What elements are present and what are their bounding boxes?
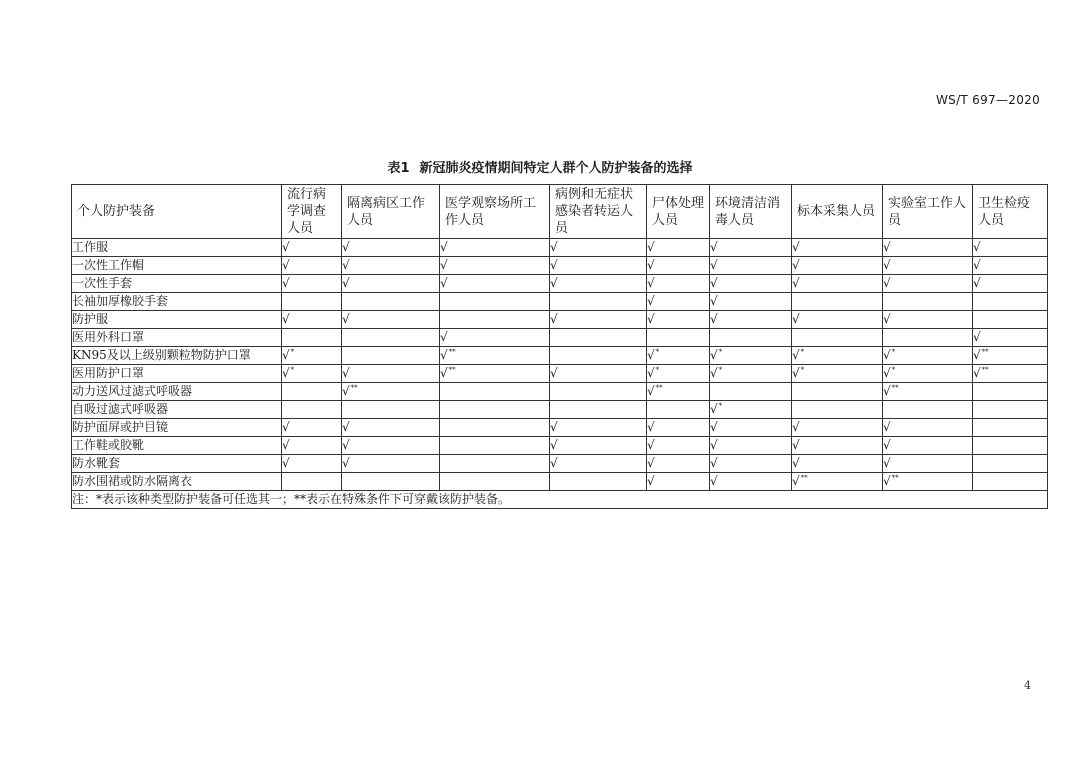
check-cell bbox=[282, 455, 342, 473]
check-cell bbox=[282, 419, 342, 437]
equipment-name-cell: 工作鞋或胶靴 bbox=[72, 437, 282, 455]
footnote-marker: * bbox=[800, 366, 805, 374]
check-cell bbox=[342, 239, 440, 257]
check-cell bbox=[647, 239, 710, 257]
check-cell bbox=[550, 473, 647, 491]
check-mark: √ bbox=[883, 240, 891, 254]
check-mark: √ bbox=[792, 456, 800, 470]
footnote-marker: ** bbox=[891, 474, 899, 482]
check-cell bbox=[792, 275, 883, 293]
check-cell bbox=[647, 455, 710, 473]
column-header: 医学观察场所工作人员 bbox=[440, 185, 550, 239]
table-row bbox=[72, 455, 1048, 473]
check-cell bbox=[883, 239, 973, 257]
check-cell bbox=[440, 329, 550, 347]
check-cell bbox=[440, 473, 550, 491]
check-cell bbox=[440, 383, 550, 401]
check-cell bbox=[282, 347, 342, 365]
check-mark: √ bbox=[973, 348, 981, 362]
check-cell bbox=[973, 293, 1048, 311]
table-row bbox=[72, 383, 1048, 401]
footnote-marker: ** bbox=[981, 366, 989, 374]
check-mark: √ bbox=[792, 366, 800, 380]
check-cell bbox=[792, 239, 883, 257]
check-mark: √ bbox=[792, 276, 800, 290]
check-mark: √ bbox=[647, 366, 655, 380]
check-mark: √ bbox=[550, 258, 558, 272]
column-header: 标本采集人员 bbox=[792, 185, 883, 239]
check-mark: √ bbox=[883, 366, 891, 380]
check-cell bbox=[550, 239, 647, 257]
check-mark: √ bbox=[440, 348, 448, 362]
check-cell bbox=[973, 419, 1048, 437]
check-cell bbox=[710, 347, 792, 365]
column-header: 卫生检疫人员 bbox=[973, 185, 1048, 239]
footnote-marker: * bbox=[290, 348, 295, 356]
check-cell bbox=[973, 275, 1048, 293]
check-cell bbox=[883, 383, 973, 401]
check-mark: √ bbox=[792, 240, 800, 254]
check-cell bbox=[792, 329, 883, 347]
check-cell bbox=[883, 329, 973, 347]
standard-code: WS/T 697—2020 bbox=[935, 93, 1040, 107]
check-cell bbox=[342, 473, 440, 491]
footnote-marker: * bbox=[800, 348, 805, 356]
footnote-marker: * bbox=[655, 348, 660, 356]
check-cell bbox=[710, 383, 792, 401]
check-cell bbox=[647, 293, 710, 311]
check-cell bbox=[647, 473, 710, 491]
check-mark: √ bbox=[440, 258, 448, 272]
footnote-marker: * bbox=[718, 366, 723, 374]
check-cell bbox=[710, 365, 792, 383]
check-mark: √ bbox=[647, 312, 655, 326]
equipment-name-cell: 医用防护口罩 bbox=[72, 365, 282, 383]
table-row bbox=[72, 275, 1048, 293]
check-mark: √ bbox=[883, 438, 891, 452]
check-mark: √ bbox=[883, 456, 891, 470]
check-mark: √ bbox=[883, 474, 891, 488]
equipment-name-cell: 防水围裙或防水隔离衣 bbox=[72, 473, 282, 491]
check-cell bbox=[647, 419, 710, 437]
check-mark: √ bbox=[342, 420, 350, 434]
check-cell bbox=[647, 347, 710, 365]
check-cell bbox=[550, 293, 647, 311]
check-cell bbox=[973, 437, 1048, 455]
check-cell bbox=[282, 311, 342, 329]
check-cell bbox=[342, 365, 440, 383]
table-row bbox=[72, 419, 1048, 437]
check-mark: √ bbox=[647, 258, 655, 272]
check-cell bbox=[440, 239, 550, 257]
check-cell bbox=[282, 383, 342, 401]
check-cell bbox=[342, 347, 440, 365]
check-cell bbox=[647, 329, 710, 347]
check-cell bbox=[973, 239, 1048, 257]
check-mark: √ bbox=[342, 240, 350, 254]
table-row bbox=[72, 347, 1048, 365]
footnote-marker: ** bbox=[981, 348, 989, 356]
table-number: 表1 bbox=[387, 161, 410, 176]
check-mark: √ bbox=[710, 474, 718, 488]
check-mark: √ bbox=[647, 348, 655, 362]
table-row bbox=[72, 437, 1048, 455]
footnote-marker: ** bbox=[655, 384, 663, 392]
check-cell bbox=[647, 401, 710, 419]
check-cell bbox=[282, 275, 342, 293]
check-mark: √ bbox=[792, 258, 800, 272]
check-mark: √ bbox=[282, 276, 290, 290]
check-cell bbox=[282, 239, 342, 257]
table-header-row bbox=[72, 185, 1048, 239]
check-cell bbox=[883, 455, 973, 473]
column-header: 尸体处理人员 bbox=[647, 185, 710, 239]
check-mark: √ bbox=[550, 420, 558, 434]
check-cell bbox=[973, 347, 1048, 365]
equipment-name-cell: 一次性工作帽 bbox=[72, 257, 282, 275]
check-cell bbox=[647, 383, 710, 401]
check-cell bbox=[792, 257, 883, 275]
footnote-marker: * bbox=[718, 348, 723, 356]
check-cell bbox=[792, 419, 883, 437]
check-cell bbox=[440, 419, 550, 437]
check-mark: √ bbox=[647, 420, 655, 434]
check-cell bbox=[792, 473, 883, 491]
check-mark: √ bbox=[883, 420, 891, 434]
check-mark: √ bbox=[710, 294, 718, 308]
check-mark: √ bbox=[792, 438, 800, 452]
check-cell bbox=[282, 329, 342, 347]
check-cell bbox=[550, 419, 647, 437]
footnote-marker: ** bbox=[800, 474, 808, 482]
check-mark: √ bbox=[710, 438, 718, 452]
check-cell bbox=[710, 257, 792, 275]
check-cell bbox=[710, 455, 792, 473]
check-cell bbox=[973, 257, 1048, 275]
check-cell bbox=[973, 365, 1048, 383]
check-cell bbox=[973, 311, 1048, 329]
footnote-marker: * bbox=[290, 366, 295, 374]
check-mark: √ bbox=[647, 438, 655, 452]
equipment-name-cell: 自吸过滤式呼吸器 bbox=[72, 401, 282, 419]
footnote-marker: ** bbox=[350, 384, 358, 392]
footnote-marker: * bbox=[891, 348, 896, 356]
table-row bbox=[72, 473, 1048, 491]
check-mark: √ bbox=[282, 420, 290, 434]
check-mark: √ bbox=[282, 366, 290, 380]
check-mark: √ bbox=[710, 276, 718, 290]
check-cell bbox=[973, 401, 1048, 419]
check-cell bbox=[792, 455, 883, 473]
equipment-name-cell: 工作服 bbox=[72, 239, 282, 257]
footnote-marker: ** bbox=[891, 384, 899, 392]
check-mark: √ bbox=[440, 240, 448, 254]
check-mark: √ bbox=[710, 420, 718, 434]
table-note: 注：*表示该种类型防护装备可任选其一；**表示在特殊条件下可穿戴该防护装备。 bbox=[72, 491, 1048, 509]
check-mark: √ bbox=[550, 456, 558, 470]
check-cell bbox=[440, 401, 550, 419]
check-mark: √ bbox=[647, 474, 655, 488]
check-mark: √ bbox=[342, 276, 350, 290]
check-mark: √ bbox=[342, 312, 350, 326]
check-cell bbox=[792, 383, 883, 401]
check-mark: √ bbox=[282, 258, 290, 272]
table-caption bbox=[0, 157, 1080, 176]
check-cell bbox=[710, 473, 792, 491]
check-cell bbox=[792, 365, 883, 383]
table-row bbox=[72, 329, 1048, 347]
check-mark: √ bbox=[440, 366, 448, 380]
table-row bbox=[72, 239, 1048, 257]
check-cell bbox=[883, 419, 973, 437]
check-mark: √ bbox=[710, 456, 718, 470]
page-number: 4 bbox=[1024, 679, 1031, 692]
check-cell bbox=[647, 437, 710, 455]
check-cell bbox=[883, 257, 973, 275]
check-cell bbox=[883, 401, 973, 419]
check-mark: √ bbox=[342, 438, 350, 452]
check-mark: √ bbox=[973, 258, 981, 272]
check-mark: √ bbox=[550, 240, 558, 254]
check-cell bbox=[440, 437, 550, 455]
check-mark: √ bbox=[342, 456, 350, 470]
check-cell bbox=[550, 437, 647, 455]
check-cell bbox=[440, 293, 550, 311]
check-cell bbox=[710, 239, 792, 257]
check-cell bbox=[710, 329, 792, 347]
check-mark: √ bbox=[973, 366, 981, 380]
check-mark: √ bbox=[710, 366, 718, 380]
equipment-name-cell: 防水靴套 bbox=[72, 455, 282, 473]
equipment-name-cell: 一次性手套 bbox=[72, 275, 282, 293]
table-title: 新冠肺炎疫情期间特定人群个人防护装备的选择 bbox=[419, 161, 693, 176]
column-header: 隔离病区工作人员 bbox=[342, 185, 440, 239]
check-cell bbox=[883, 347, 973, 365]
check-cell bbox=[973, 329, 1048, 347]
check-mark: √ bbox=[342, 258, 350, 272]
check-mark: √ bbox=[550, 312, 558, 326]
check-mark: √ bbox=[282, 312, 290, 326]
table-row bbox=[72, 257, 1048, 275]
check-cell bbox=[792, 437, 883, 455]
check-cell bbox=[792, 401, 883, 419]
check-cell bbox=[342, 293, 440, 311]
check-mark: √ bbox=[440, 330, 448, 344]
check-mark: √ bbox=[342, 366, 350, 380]
check-mark: √ bbox=[647, 456, 655, 470]
check-cell bbox=[792, 311, 883, 329]
check-cell bbox=[342, 383, 440, 401]
check-cell bbox=[550, 275, 647, 293]
check-cell bbox=[342, 401, 440, 419]
check-cell bbox=[883, 311, 973, 329]
column-header: 流行病学调查人员 bbox=[282, 185, 342, 239]
check-cell bbox=[282, 293, 342, 311]
check-mark: √ bbox=[282, 240, 290, 254]
check-cell bbox=[710, 293, 792, 311]
check-cell bbox=[440, 347, 550, 365]
check-cell bbox=[883, 275, 973, 293]
column-header: 病例和无症状感染者转运人员 bbox=[550, 185, 647, 239]
check-cell bbox=[550, 347, 647, 365]
check-cell bbox=[342, 329, 440, 347]
check-mark: √ bbox=[973, 240, 981, 254]
check-cell bbox=[550, 311, 647, 329]
check-cell bbox=[282, 365, 342, 383]
check-mark: √ bbox=[647, 384, 655, 398]
check-cell bbox=[550, 329, 647, 347]
check-cell bbox=[710, 275, 792, 293]
check-mark: √ bbox=[792, 348, 800, 362]
check-mark: √ bbox=[282, 438, 290, 452]
check-cell bbox=[883, 473, 973, 491]
check-mark: √ bbox=[883, 384, 891, 398]
check-cell bbox=[973, 455, 1048, 473]
check-cell bbox=[342, 311, 440, 329]
check-mark: √ bbox=[647, 240, 655, 254]
check-cell bbox=[342, 419, 440, 437]
check-cell bbox=[342, 437, 440, 455]
check-mark: √ bbox=[792, 312, 800, 326]
check-mark: √ bbox=[710, 258, 718, 272]
check-cell bbox=[550, 455, 647, 473]
check-cell bbox=[550, 257, 647, 275]
check-cell bbox=[282, 437, 342, 455]
check-mark: √ bbox=[973, 330, 981, 344]
footnote-marker: ** bbox=[448, 366, 456, 374]
check-cell bbox=[973, 473, 1048, 491]
check-cell bbox=[440, 455, 550, 473]
check-cell bbox=[282, 257, 342, 275]
column-header: 环境清洁消毒人员 bbox=[710, 185, 792, 239]
check-mark: √ bbox=[550, 276, 558, 290]
ppe-selection-table bbox=[71, 184, 1048, 509]
check-mark: √ bbox=[282, 456, 290, 470]
check-cell bbox=[282, 401, 342, 419]
check-mark: √ bbox=[647, 294, 655, 308]
check-cell bbox=[710, 401, 792, 419]
equipment-name-cell: 医用外科口罩 bbox=[72, 329, 282, 347]
check-mark: √ bbox=[792, 420, 800, 434]
check-cell bbox=[342, 257, 440, 275]
table-body bbox=[72, 239, 1048, 491]
column-header: 实验室工作人员 bbox=[883, 185, 973, 239]
check-cell bbox=[883, 365, 973, 383]
check-mark: √ bbox=[883, 258, 891, 272]
check-cell bbox=[342, 275, 440, 293]
check-cell bbox=[440, 365, 550, 383]
check-cell bbox=[710, 311, 792, 329]
check-cell bbox=[440, 257, 550, 275]
check-cell bbox=[647, 257, 710, 275]
check-mark: √ bbox=[792, 474, 800, 488]
equipment-name-cell: 防护面屏或护目镜 bbox=[72, 419, 282, 437]
check-mark: √ bbox=[883, 312, 891, 326]
check-mark: √ bbox=[550, 438, 558, 452]
footnote-marker: * bbox=[891, 366, 896, 374]
check-mark: √ bbox=[710, 240, 718, 254]
check-mark: √ bbox=[883, 276, 891, 290]
check-cell bbox=[792, 293, 883, 311]
check-mark: √ bbox=[710, 348, 718, 362]
table-row bbox=[72, 365, 1048, 383]
equipment-name-cell: 动力送风过滤式呼吸器 bbox=[72, 383, 282, 401]
check-cell bbox=[282, 473, 342, 491]
footnote-marker: * bbox=[718, 402, 723, 410]
table-row bbox=[72, 401, 1048, 419]
check-mark: √ bbox=[282, 348, 290, 362]
check-mark: √ bbox=[647, 276, 655, 290]
check-cell bbox=[973, 383, 1048, 401]
footnote-marker: ** bbox=[448, 348, 456, 356]
column-header: 个人防护装备 bbox=[72, 185, 282, 239]
check-cell bbox=[440, 275, 550, 293]
table-row bbox=[72, 311, 1048, 329]
check-cell bbox=[550, 401, 647, 419]
check-cell bbox=[647, 275, 710, 293]
check-cell bbox=[550, 365, 647, 383]
check-mark: √ bbox=[550, 366, 558, 380]
check-cell bbox=[883, 293, 973, 311]
check-cell bbox=[550, 383, 647, 401]
equipment-name-cell: KN95及以上级别颗粒物防护口罩 bbox=[72, 347, 282, 365]
equipment-name-cell: 长袖加厚橡胶手套 bbox=[72, 293, 282, 311]
check-mark: √ bbox=[973, 276, 981, 290]
check-cell bbox=[710, 437, 792, 455]
check-mark: √ bbox=[883, 348, 891, 362]
table-row bbox=[72, 293, 1048, 311]
check-mark: √ bbox=[710, 312, 718, 326]
check-cell bbox=[647, 311, 710, 329]
check-mark: √ bbox=[342, 384, 350, 398]
check-cell bbox=[647, 365, 710, 383]
check-cell bbox=[342, 455, 440, 473]
table-note-row bbox=[72, 491, 1048, 509]
check-cell bbox=[440, 311, 550, 329]
check-mark: √ bbox=[440, 276, 448, 290]
footnote-marker: * bbox=[655, 366, 660, 374]
check-cell bbox=[883, 437, 973, 455]
check-cell bbox=[710, 419, 792, 437]
check-mark: √ bbox=[710, 402, 718, 416]
equipment-name-cell: 防护服 bbox=[72, 311, 282, 329]
check-cell bbox=[792, 347, 883, 365]
